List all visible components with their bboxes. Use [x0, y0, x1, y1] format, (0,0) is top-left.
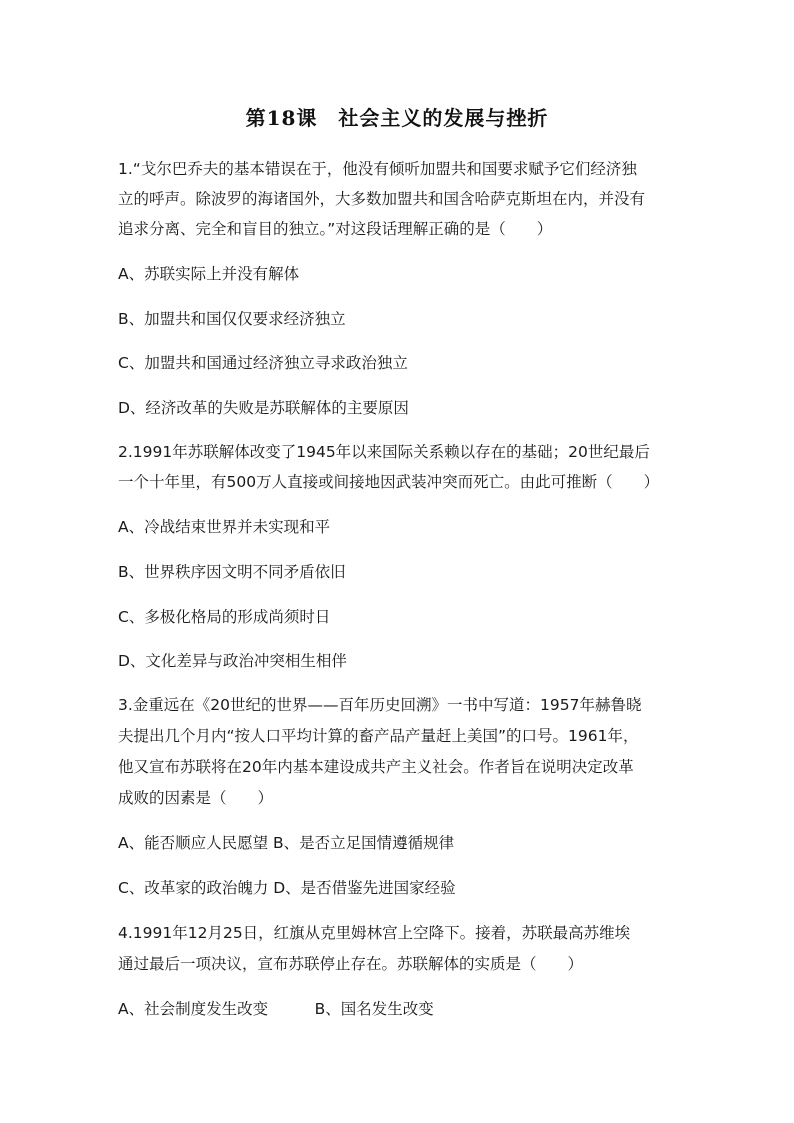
- q2-option-d: D、文化差异与政治冲突相生相伴: [118, 652, 347, 670]
- q1-option-a: A、苏联实际上并没有解体: [118, 265, 300, 283]
- q1-option-b: B、加盟共和国仅仅要求经济独立: [118, 310, 346, 328]
- q3-option-ab: A、能否顺应人民愿望 B、是否立足国情遵循规律: [118, 834, 455, 852]
- q1-option-d: D、经济改革的失败是苏联解体的主要原因: [118, 399, 409, 417]
- q1-stem-line-2: 立的呼声。除波罗的海诸国外，大多数加盟共和国含哈萨克斯坦在内，并没有: [118, 190, 646, 208]
- q1-stem-line-1: 1.“戈尔巴乔夫的基本错误在于，他没有倾听加盟共和国要求赋予它们经济独: [118, 160, 637, 178]
- q2-stem-line-2: 一个十年里，有500万人直接或间接地因武装冲突而死亡。由此可推断（ ）: [118, 473, 660, 491]
- q2-option-c: C、多极化格局的形成尚须时日: [118, 608, 331, 626]
- q3-stem-line-4: 成败的因素是（ ）: [118, 789, 274, 807]
- q2-stem-line-1: 2.1991年苏联解体改变了1945年以来国际关系赖以存在的基础；20世纪最后: [118, 443, 650, 461]
- q2-option-b: B、世界秩序因文明不同矛盾依旧: [118, 563, 346, 581]
- page-title: 第18课 社会主义的发展与挫折: [245, 106, 549, 130]
- q1-option-c: C、加盟共和国通过经济独立寻求政治独立: [118, 354, 408, 372]
- q1-stem-line-3: 追求分离、完全和盲目的独立。”对这段话理解正确的是（ ）: [118, 220, 553, 238]
- q3-option-cd: C、改革家的政治魄力 D、是否借鉴先进国家经验: [118, 879, 456, 897]
- q3-stem-line-1: 3.金重远在《20世纪的世界——百年历史回溯》一书中写道：1957年赫鲁晓: [118, 696, 642, 714]
- q3-stem-line-2: 夫提出几个月内“按人口平均计算的畜产品产量赶上美国”的口号。1961年，: [118, 727, 639, 745]
- q4-stem-line-2: 通过最后一项决议，宣布苏联停止存在。苏联解体的实质是（ ）: [118, 955, 584, 973]
- q4-option-ab: A、社会制度发生改变 B、国名发生改变: [118, 1000, 434, 1018]
- q3-stem-line-3: 他又宣布苏联将在20年内基本建设成共产主义社会。作者旨在说明决定改革: [118, 758, 634, 776]
- q2-option-a: A、冷战结束世界并未实现和平: [118, 518, 331, 536]
- q4-stem-line-1: 4.1991年12月25日，红旗从克里姆林宫上空降下。接着，苏联最高苏维埃: [118, 924, 631, 942]
